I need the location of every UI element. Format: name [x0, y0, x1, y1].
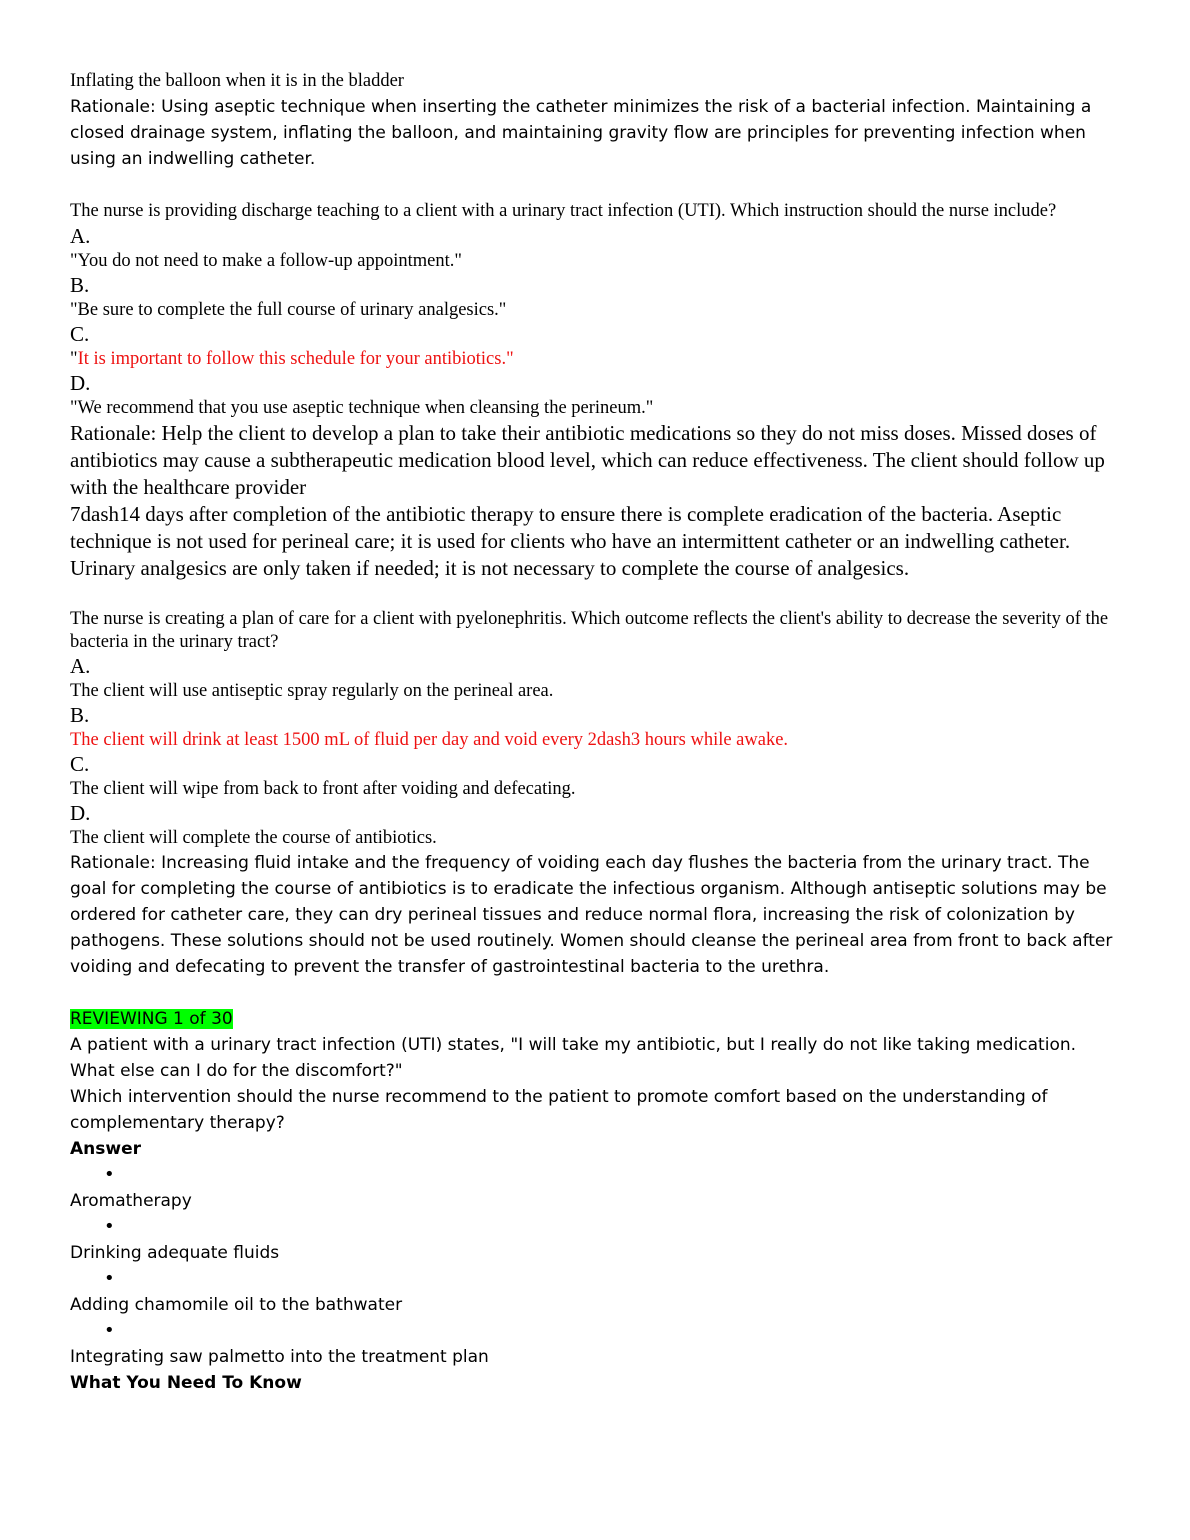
section-heading-what-you-need-to-know: What You Need To Know [70, 1373, 302, 1393]
answer-option-4[interactable]: Integrating saw palmetto into the treatment plan [70, 1347, 489, 1367]
rationale-catheter: Rationale: Using aseptic technique when inserting the catheter minimizes the risk of a bacterial infection. Maintaining a closed drainage system, inflating the balloon, and maintaining gravity flow are principles for preventing infection when using an indwelling catheter. [70, 97, 1092, 169]
reviewing-status [70, 1006, 1120, 1032]
option-text-c: The client will wipe from back to front after voiding and defecating. [70, 779, 576, 799]
answer-option-2[interactable]: Drinking adequate fluids [70, 1243, 280, 1263]
option-text-d: "We recommend that you use aseptic technique when cleansing the perineum." [70, 398, 654, 418]
option-letter-c: C. [70, 322, 90, 346]
option-c-quote: " [70, 349, 78, 369]
bullet-icon: • [104, 1216, 115, 1237]
question-stem-prompt: Which intervention should the nurse recommend to the patient to promote comfort based on the understanding of complementary therapy? [70, 1087, 1048, 1133]
rationale-uti-part1: Rationale: Help the client to develop a plan to take their antibiotic medications so they do not miss doses. Missed doses of antibiotics may cause a subtherapeutic medication blood level, which can reduce effectiveness. The client should follow up with the healthcare provider [70, 421, 1105, 499]
option-letter-b: B. [70, 273, 90, 297]
answer-label: Answer [70, 1139, 141, 1159]
answer-option-3[interactable]: Adding chamomile oil to the bathwater [70, 1295, 403, 1315]
bullet-icon: • [104, 1268, 115, 1289]
previous-answer-line: Inflating the balloon when it is in the bladder [70, 71, 404, 91]
option-letter-d: D. [70, 371, 91, 395]
option-letter-c: C. [70, 752, 90, 776]
spacer [70, 172, 1120, 198]
option-text-a: "You do not need to make a follow-up appointment." [70, 251, 462, 271]
reviewing-badge: REVIEWING 1 of 30 [70, 1009, 233, 1029]
question-stem-quote: A patient with a urinary tract infection (UTI) states, "I will take my antibiotic, but I really do not like taking medication. What else can I do for the discomfort?" [70, 1035, 1077, 1081]
spacer [70, 980, 1120, 1006]
option-text-b: "Be sure to complete the full course of urinary analgesics." [70, 300, 507, 320]
question-pyelonephritis: The nurse is creating a plan of care for a client with pyelonephritis. Which outcome reflects the client's ability to decrease the severity of the bacteria in the urinary tract? [70, 609, 1109, 652]
option-letter-d: D. [70, 801, 91, 825]
spacer [70, 582, 1120, 608]
option-text-c: It is important to follow this schedule for your antibiotics." [77, 349, 514, 369]
option-letter-a: A. [70, 654, 91, 678]
option-text-b-correct: The client will drink at least 1500 mL of fluid per day and void every 2dash3 hours while awake. [70, 730, 789, 750]
question-uti-discharge: The nurse is providing discharge teaching to a client with a urinary tract infection (UTI). Which instruction should the nurse include? [70, 201, 1057, 221]
option-text-a: The client will use antiseptic spray regularly on the perineal area. [70, 681, 554, 701]
rationale-uti-part2: 7dash14 days after completion of the antibiotic therapy to ensure there is complete eradication of the bacteria. Aseptic technique is not used for perineal care; it is used for clients who have an intermittent catheter or an indwelling catheter. Urinary analgesics are only taken if needed; it is not necessary to complete the course of analgesics. [70, 502, 1071, 580]
document-page [70, 68, 1120, 1396]
option-c-correct [70, 347, 1120, 371]
option-letter-a: A. [70, 224, 91, 248]
bullet-icon: • [104, 1320, 115, 1341]
option-letter-b: B. [70, 703, 90, 727]
option-text-d: The client will complete the course of antibiotics. [70, 828, 437, 848]
answer-option-1[interactable]: Aromatherapy [70, 1191, 192, 1211]
bullet-icon: • [104, 1164, 115, 1185]
rationale-pyelonephritis: Rationale: Increasing fluid intake and the frequency of voiding each day flushes the bacteria from the urinary tract. The goal for completing the course of antibiotics is to eradicate the infectious organism. Although antiseptic solutions may be ordered for catheter care, they can dry perineal tissues and reduce normal flora, increasing the risk of colonization by pathogens. These solutions should not be used routinely. Women should cleanse the perineal area from front to back after voiding and defecating to prevent the transfer of gastrointestinal bacteria to the urethra. [70, 853, 1113, 977]
